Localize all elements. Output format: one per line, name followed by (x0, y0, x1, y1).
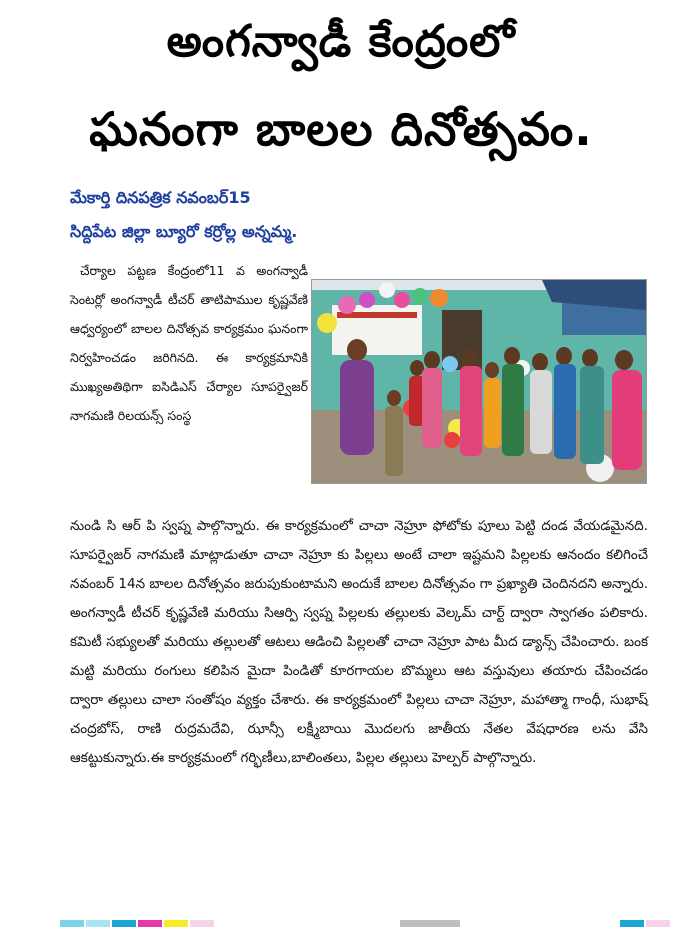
color-bar-yellow (164, 920, 188, 927)
headline-line-1: అంగన్వాడీ కేంద్రంలో (166, 16, 516, 67)
article-column-text: చేర్యాల పట్టణ కేంద్రంలో11 వ అంగన్వాడీ సెంటర్లో అంగన్వాడీ టీచర్ తాటిపాముల కృష్ణవేణి ఆధ్వర్యంలో బాలల దినోత్సవ కార్యక్రమం ఘనంగా నిర్వహించడం జరిగినది. ఈ కార్యక్రమానికి ముఖ్యఅతిథిగా ఐసిడిఎస్ చేర్యాల సూపర్వైజర్ నాగమణి రిలయన్స్ సంస్థ (70, 263, 308, 423)
dateline-source: మేకార్తి దినపత్రిక నవంబర్15 (70, 188, 251, 207)
dateline-byline: సిద్దిపేట జిల్లా బ్యూరో కర్రోల్ల అన్నమ్మ. (70, 222, 298, 241)
color-bar-light-cyan (86, 920, 110, 927)
article-body (70, 512, 648, 773)
color-bar-blue (112, 920, 136, 927)
color-bar-magenta (138, 920, 162, 927)
article-body-text: నుండి సి ఆర్ పి స్వప్న పాల్గొన్నారు. ఈ కార్యక్రమంలో చాచా నెహ్రూ ఫోటోకు పూలు పెట్టి దండ వేయడమైనది. సూపర్వైజర్ నాగమణి మాట్లాడుతూ చాచా నెహ్రూ కు పిల్లలు అంటే చాలా ఇష్టమని పిల్లలకు ఆనందం కలిగించే నవంబర్ 14న బాలల దినోత్సవం జరుపుకుంటామని అందుకే బాలల దినోత్సవం గా ప్రఖ్యాతి చెందినదని అన్నారు. అంగన్వాడీ టీచర్ కృష్ణవేణి మరియు సిఆర్పి స్వప్న పిల్లలకు తల్లులకు వెల్కమ్ చార్ట్ ద్వారా స్వాగతం పలికారు. కమిటీ సభ్యులతో మరియు తల్లులతో ఆటలు ఆడించి పిల్లలతో చాచా నెహ్రూ పాట మీద డ్యాన్స్ చేపించారు. బంక మట్టి మరియు రంగులు కలిపిన మైదా పిండితో కూరగాయల బొమ్మలు ఆట వస్తువులు తయారు చేపించడం ద్వారా తల్లులు చాలా సంతోషం వ్యక్తం చేశారు. ఈ కార్యక్రమంలో పిల్లలు చాచా నెహ్రూ, మహాత్మా గాంధీ, సుభాష్ చంద్రబోస్, రాణి రుద్రమదేవి, ఝాన్సీ లక్ష్మీబాయి మొదలగు జాతీయ నేతల వేషధారణ లను వేసి ఆకట్టుకున్నారు.ఈ కార్యక్రమంలో గర్భిణీలు,బాలింతలు, పిల్లల తల్లులు హెల్పర్ పాల్గొన్నారు. (70, 518, 648, 766)
color-bar-cyan (60, 920, 84, 927)
color-bar-pink (190, 920, 214, 927)
event-photo (311, 279, 647, 484)
color-bar-pink-right (646, 920, 670, 927)
color-bar-gray (400, 920, 460, 927)
color-bar-blue-right (620, 920, 644, 927)
headline-line-2: ఘనంగా బాలల దినోత్సవం. (89, 102, 593, 156)
article-column (70, 256, 308, 430)
